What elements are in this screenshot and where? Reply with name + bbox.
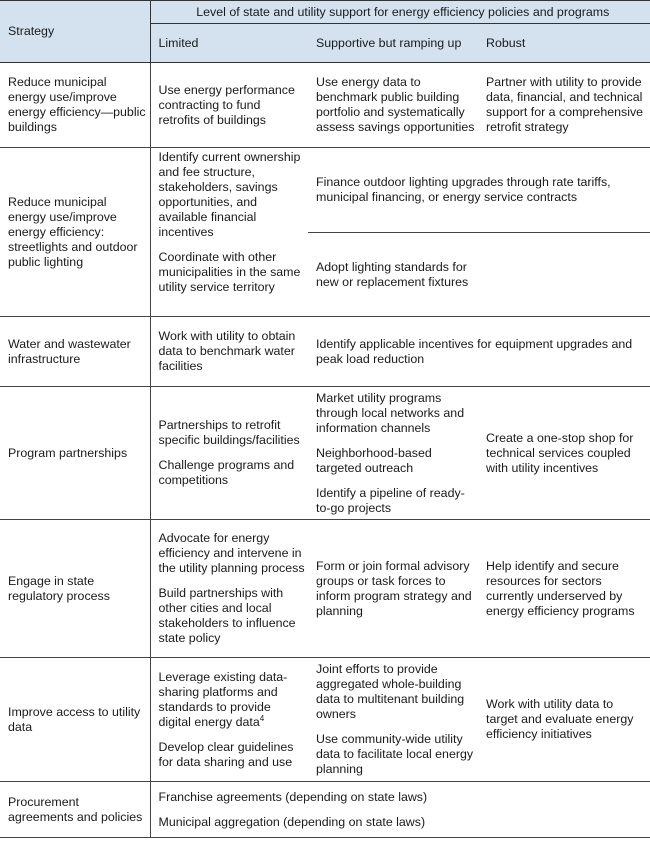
footnote-marker: 4 xyxy=(259,713,265,723)
limited-item xyxy=(159,670,306,730)
limited-cell xyxy=(150,658,308,782)
header-span-title: Level of state and utility support for energy efficiency policies and programs xyxy=(150,1,650,24)
table-row xyxy=(0,148,650,233)
header-robust: Robust xyxy=(478,24,650,63)
strategy-cell: Water and wastewater infrastructure xyxy=(0,317,150,387)
procurement-cell xyxy=(150,782,650,838)
limited-cell xyxy=(150,387,308,520)
robust-cell: Work with utility data to target and evaluate energy efficiency initiatives xyxy=(478,658,650,782)
limited-item: Identify current ownership and fee structure, stakeholders, savings opportunities, and available financial incentives xyxy=(158,150,301,239)
limited-item: Coordinate with other municipalities in the same utility service territory xyxy=(158,250,301,294)
supportive-item: Joint efforts to provide aggregated whole-building data to multitenant building owners xyxy=(316,662,465,721)
limited-item: Advocate for energy efficiency and intervene in the utility planning process xyxy=(158,531,305,575)
table-row xyxy=(0,658,650,782)
limited-cell: Use energy performance contracting to fund retrofits of buildings xyxy=(150,63,308,148)
strategy-cell: Engage in state regulatory process xyxy=(0,520,150,658)
limited-item: Build partnerships with other cities and local stakeholders to influence state policy xyxy=(158,586,296,645)
robust-cell: Help identify and secure resources for sectors currently underserved by energy efficiency programs xyxy=(478,520,650,658)
robust-cell: Partner with utility to provide data, financial, and technical support for a comprehensive retrofit strategy xyxy=(478,63,650,148)
header-strategy: Strategy xyxy=(0,1,150,63)
supportive-cell: Adopt lighting standards for new or replacement fixtures xyxy=(308,233,478,317)
table-row xyxy=(0,782,650,838)
supportive-item: Identify a pipeline of ready-to-go projects xyxy=(316,485,465,515)
table-row xyxy=(0,63,650,148)
table-row xyxy=(0,520,650,658)
supportive-item: Neighborhood-based targeted outreach xyxy=(316,445,432,475)
procurement-item: Municipal aggregation (depending on state laws) xyxy=(158,814,426,829)
limited-cell: Work with utility to obtain data to benchmark water facilities xyxy=(150,317,308,387)
limited-cell xyxy=(150,520,308,658)
supportive-cell xyxy=(308,658,478,782)
procurement-item: Franchise agreements (depending on state laws) xyxy=(158,789,428,804)
supportive-cell xyxy=(308,387,478,520)
supportive-item: Use community-wide utility data to facilitate local energy planning xyxy=(316,732,474,776)
robust-cell: Create a one-stop shop for technical services coupled with utility incentives xyxy=(478,387,650,520)
supportive-robust-cell: Finance outdoor lighting upgrades through rate tariffs, municipal financing, or energy service contracts xyxy=(308,148,650,233)
limited-item: Challenge programs and competitions xyxy=(158,458,295,487)
limited-item-text: Leverage existing data-sharing platforms and standards to provide digital energy data xyxy=(158,669,288,729)
strategy-cell: Procurement agreements and policies xyxy=(0,782,150,838)
strategy-cell: Reduce municipal energy use/improve energy efficiency: streetlights and outdoor public lighting xyxy=(0,148,150,317)
strategy-cell: Improve access to utility data xyxy=(0,658,150,782)
table-row xyxy=(0,387,650,520)
supportive-cell: Form or join formal advisory groups or task forces to inform program strategy and planning xyxy=(308,520,478,658)
strategy-cell: Program partnerships xyxy=(0,387,150,520)
header-supportive: Supportive but ramping up xyxy=(308,24,478,63)
limited-item: Develop clear guidelines for data sharing and use xyxy=(158,739,294,769)
supportive-item: Market utility programs through local networks and information channels xyxy=(316,390,465,435)
header-limited: Limited xyxy=(150,24,308,63)
supportive-cell: Use energy data to benchmark public building portfolio and systematically assess savings opportunities xyxy=(308,63,478,148)
limited-cell xyxy=(150,148,308,317)
supportive-robust-cell: Identify applicable incentives for equipment upgrades and peak load reduction xyxy=(308,317,650,387)
limited-item: Partnerships to retrofit specific buildings/facilities xyxy=(158,418,300,447)
robust-cell xyxy=(478,233,650,317)
strategy-cell: Reduce municipal energy use/improve energy efficiency—public buildings xyxy=(0,63,150,148)
table-row xyxy=(0,317,650,387)
